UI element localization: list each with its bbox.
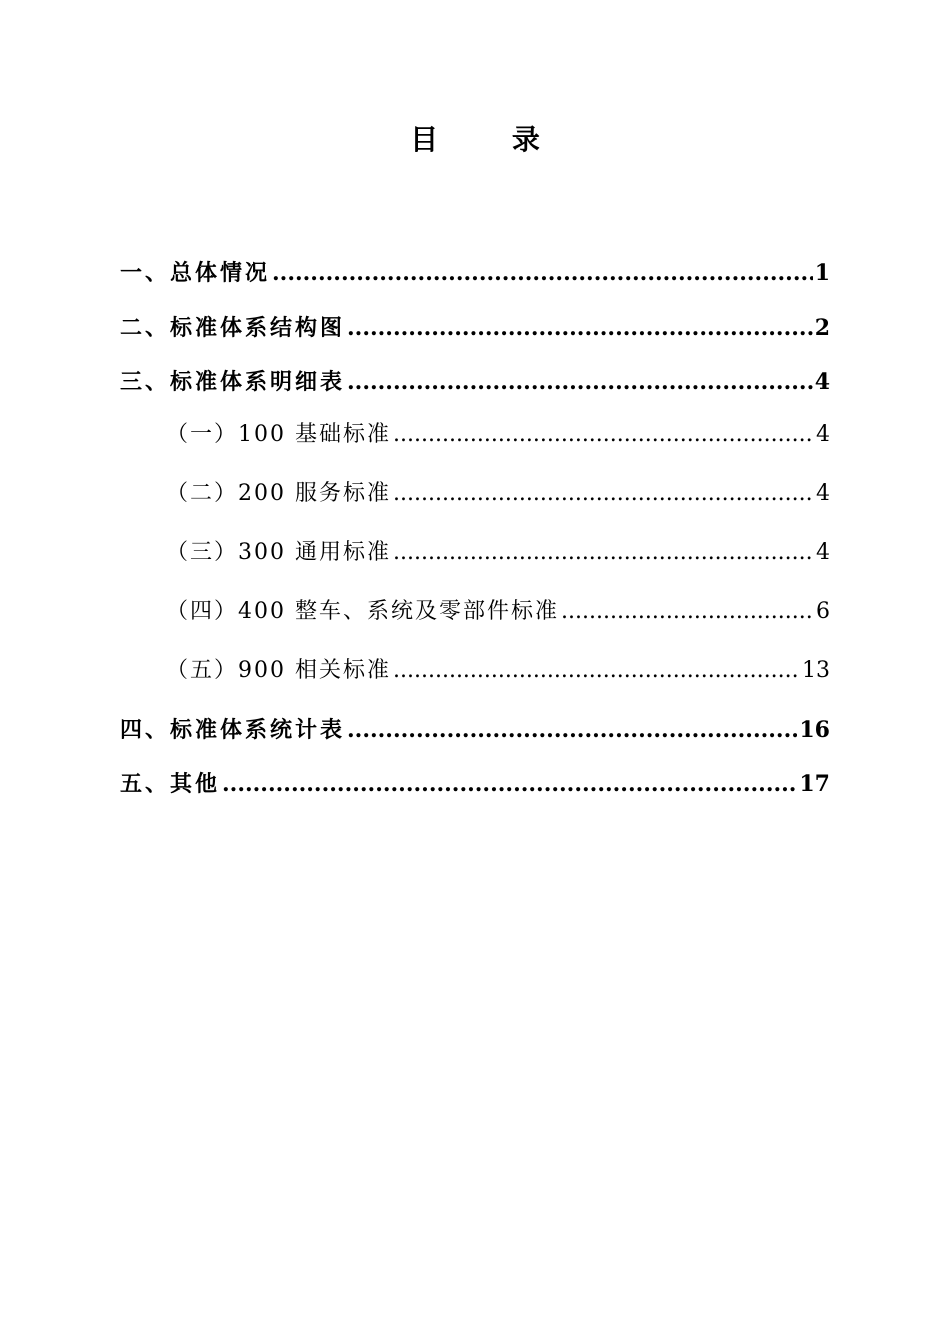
toc-dot-leader [393, 535, 814, 571]
toc-entry-3-5[interactable] [166, 653, 830, 689]
toc-entry-3[interactable] [120, 364, 830, 400]
toc-entry-5[interactable] [120, 766, 830, 802]
toc-dot-leader [393, 476, 814, 512]
toc-entry-label: （三）300 通用标准 [166, 540, 391, 565]
toc-entry-label: 三、标准体系明细表 [120, 369, 346, 395]
toc-entry-4[interactable] [120, 712, 830, 748]
toc-entry-label: （二）200 服务标准 [166, 481, 391, 506]
toc-entry-page: 4 [816, 540, 830, 565]
toc-dot-leader [222, 766, 797, 802]
toc-entry-page: 2 [814, 315, 830, 341]
toc-dot-leader [393, 653, 800, 689]
toc-dot-leader [347, 712, 797, 748]
toc-entry-3-3[interactable] [166, 535, 830, 571]
toc-entry-2[interactable] [120, 310, 830, 346]
toc-entry-3-2[interactable] [166, 476, 830, 512]
toc-entry-page: 6 [816, 599, 830, 624]
toc-entry-page: 4 [816, 481, 830, 506]
toc-entry-label: 一、总体情况 [120, 260, 271, 286]
toc-entry-label: （五）900 相关标准 [166, 658, 391, 683]
toc-entry-page: 16 [799, 717, 830, 743]
toc-entry-page: 1 [814, 260, 830, 286]
toc-entry-page: 17 [799, 771, 830, 797]
toc-entry-label: 四、标准体系统计表 [120, 717, 346, 743]
toc-title: 目 录 [410, 123, 572, 156]
toc-entry-page: 13 [802, 658, 830, 683]
toc-entry-label: （一）100 基础标准 [166, 422, 391, 447]
toc-entry-label: 五、其他 [120, 771, 221, 797]
toc-entry-3-1[interactable] [166, 417, 830, 453]
toc-dot-leader [393, 417, 814, 453]
toc-entry-3-4[interactable] [166, 594, 830, 630]
toc-entry-page: 4 [816, 422, 830, 447]
toc-dot-leader [347, 364, 813, 400]
toc-entry-label: 二、标准体系结构图 [120, 315, 346, 341]
toc-dot-leader [561, 594, 814, 630]
toc-dot-leader [272, 255, 813, 291]
toc-entry-page: 4 [814, 369, 830, 395]
toc-entry-1[interactable] [120, 255, 830, 291]
toc-entry-label: （四）400 整车、系统及零部件标准 [166, 599, 559, 624]
toc-dot-leader [347, 310, 813, 346]
